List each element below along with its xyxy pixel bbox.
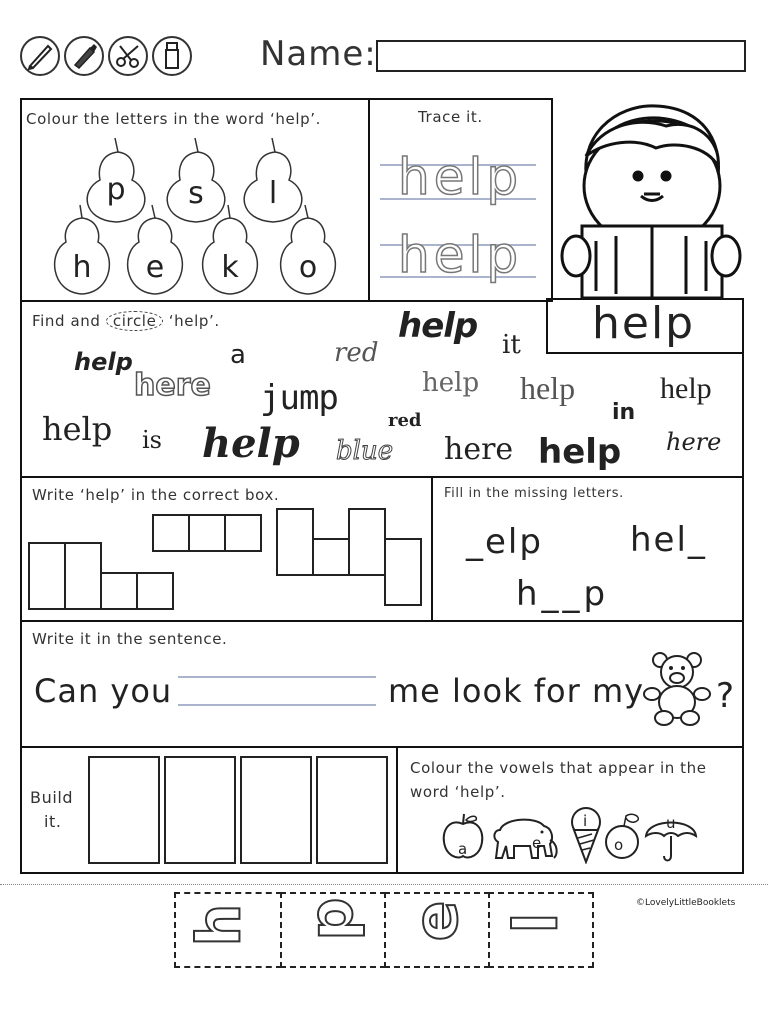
teddy-bear-icon — [642, 650, 712, 726]
search-word[interactable]: red — [388, 410, 422, 431]
cutout-letter: e — [401, 900, 472, 942]
cutout-letter: h — [184, 903, 255, 947]
circle-word: circle — [106, 311, 164, 331]
build-label-line1: Build — [30, 788, 74, 807]
letter-shape-boxes-c — [276, 508, 426, 610]
crayon-icon — [64, 36, 104, 76]
trace-word[interactable]: help — [398, 148, 523, 206]
elephant-icon[interactable] — [486, 814, 560, 862]
instruction-text: Find and — [32, 312, 101, 330]
search-word[interactable]: a — [230, 340, 246, 370]
shape-box[interactable] — [28, 542, 66, 610]
find-circle-top-border — [20, 300, 550, 302]
orange-icon[interactable] — [604, 810, 644, 862]
sentence-end: me look for my — [388, 672, 645, 710]
search-word[interactable]: here — [444, 432, 514, 467]
pear-letter[interactable]: p — [106, 172, 126, 207]
vowel-letter[interactable]: o — [614, 836, 624, 854]
colour-letters-instruction: Colour the letters in the word ‘help’. — [26, 110, 321, 128]
trace-instruction: Trace it. — [418, 108, 483, 126]
copyright: ©LovelyLittleBooklets — [636, 898, 736, 908]
search-word[interactable]: here — [134, 368, 211, 403]
sentence-instruction: Write it in the sentence. — [32, 630, 228, 648]
pear-letter[interactable]: o — [298, 250, 318, 285]
search-word[interactable]: help — [660, 372, 712, 405]
search-word[interactable]: red — [334, 338, 379, 368]
shape-box[interactable] — [152, 514, 190, 552]
shape-box[interactable] — [100, 572, 138, 610]
glue-stick-icon — [152, 36, 192, 76]
search-word[interactable]: here — [666, 428, 722, 456]
missing-item[interactable]: h__p — [516, 574, 610, 614]
find-circle-instruction — [32, 312, 220, 330]
shape-box[interactable] — [64, 542, 102, 610]
write-box-instruction: Write ‘help’ in the correct box. — [32, 486, 280, 504]
search-word[interactable]: is — [142, 426, 162, 454]
pear-letter[interactable]: l — [268, 176, 278, 211]
vowel-letter[interactable]: e — [532, 834, 542, 852]
cut-line — [0, 884, 768, 885]
search-word[interactable]: it — [502, 330, 521, 360]
build-letter-slot[interactable] — [240, 756, 312, 864]
pencil-icon — [20, 36, 60, 76]
cutout-letter: p — [296, 897, 367, 941]
search-word[interactable]: jump — [260, 378, 338, 418]
shape-box[interactable] — [348, 508, 386, 576]
name-input[interactable] — [376, 40, 746, 72]
vowel-letter[interactable]: u — [666, 814, 676, 832]
search-word[interactable]: help — [520, 370, 576, 406]
pear-letter[interactable]: s — [188, 176, 204, 211]
vowel-letter[interactable]: i — [583, 812, 588, 830]
build-letter-slot[interactable] — [164, 756, 236, 864]
vowel-letter[interactable]: a — [458, 840, 468, 858]
cutout-letter: l — [501, 912, 572, 934]
letter-shape-boxes-b — [152, 514, 266, 554]
scissors-icon — [108, 36, 148, 76]
search-word[interactable]: help — [42, 410, 113, 448]
search-word[interactable]: help — [422, 368, 480, 398]
build-label-line2: it. — [44, 812, 62, 831]
word-label: help — [592, 298, 696, 349]
sentence-start: Can you — [34, 672, 173, 710]
sentence-answer-line[interactable] — [178, 676, 376, 706]
pear-letter[interactable]: e — [145, 250, 165, 285]
trace-word[interactable]: help — [398, 226, 523, 284]
shape-box[interactable] — [312, 538, 350, 576]
question-mark: ? — [716, 676, 735, 716]
shape-box[interactable] — [224, 514, 262, 552]
shape-box[interactable] — [136, 572, 174, 610]
search-word[interactable]: in — [612, 400, 636, 425]
pear-letter[interactable]: h — [72, 250, 92, 285]
name-label: Name: — [260, 34, 377, 74]
missing-item[interactable]: _elp — [466, 522, 543, 562]
instruction-text: ‘help’. — [168, 312, 220, 330]
search-word[interactable]: help — [538, 432, 622, 472]
search-word[interactable]: help — [74, 348, 133, 376]
shape-box[interactable] — [188, 514, 226, 552]
search-word[interactable]: blue — [336, 436, 394, 466]
vowels-instruction: Colour the vowels that appear in the word ‘help’. — [410, 759, 707, 801]
header-tools — [20, 36, 200, 80]
shape-box[interactable] — [384, 538, 422, 606]
build-letter-slot[interactable] — [316, 756, 388, 864]
boy-reading-icon — [556, 96, 746, 302]
search-word[interactable]: help — [398, 306, 478, 346]
missing-item[interactable]: hel_ — [630, 520, 707, 560]
build-letter-slot[interactable] — [88, 756, 160, 864]
pear-letter[interactable]: k — [221, 250, 239, 285]
missing-letters-instruction: Fill in the missing letters. — [444, 486, 624, 501]
shape-box[interactable] — [276, 508, 314, 576]
search-word[interactable]: help — [202, 420, 300, 467]
